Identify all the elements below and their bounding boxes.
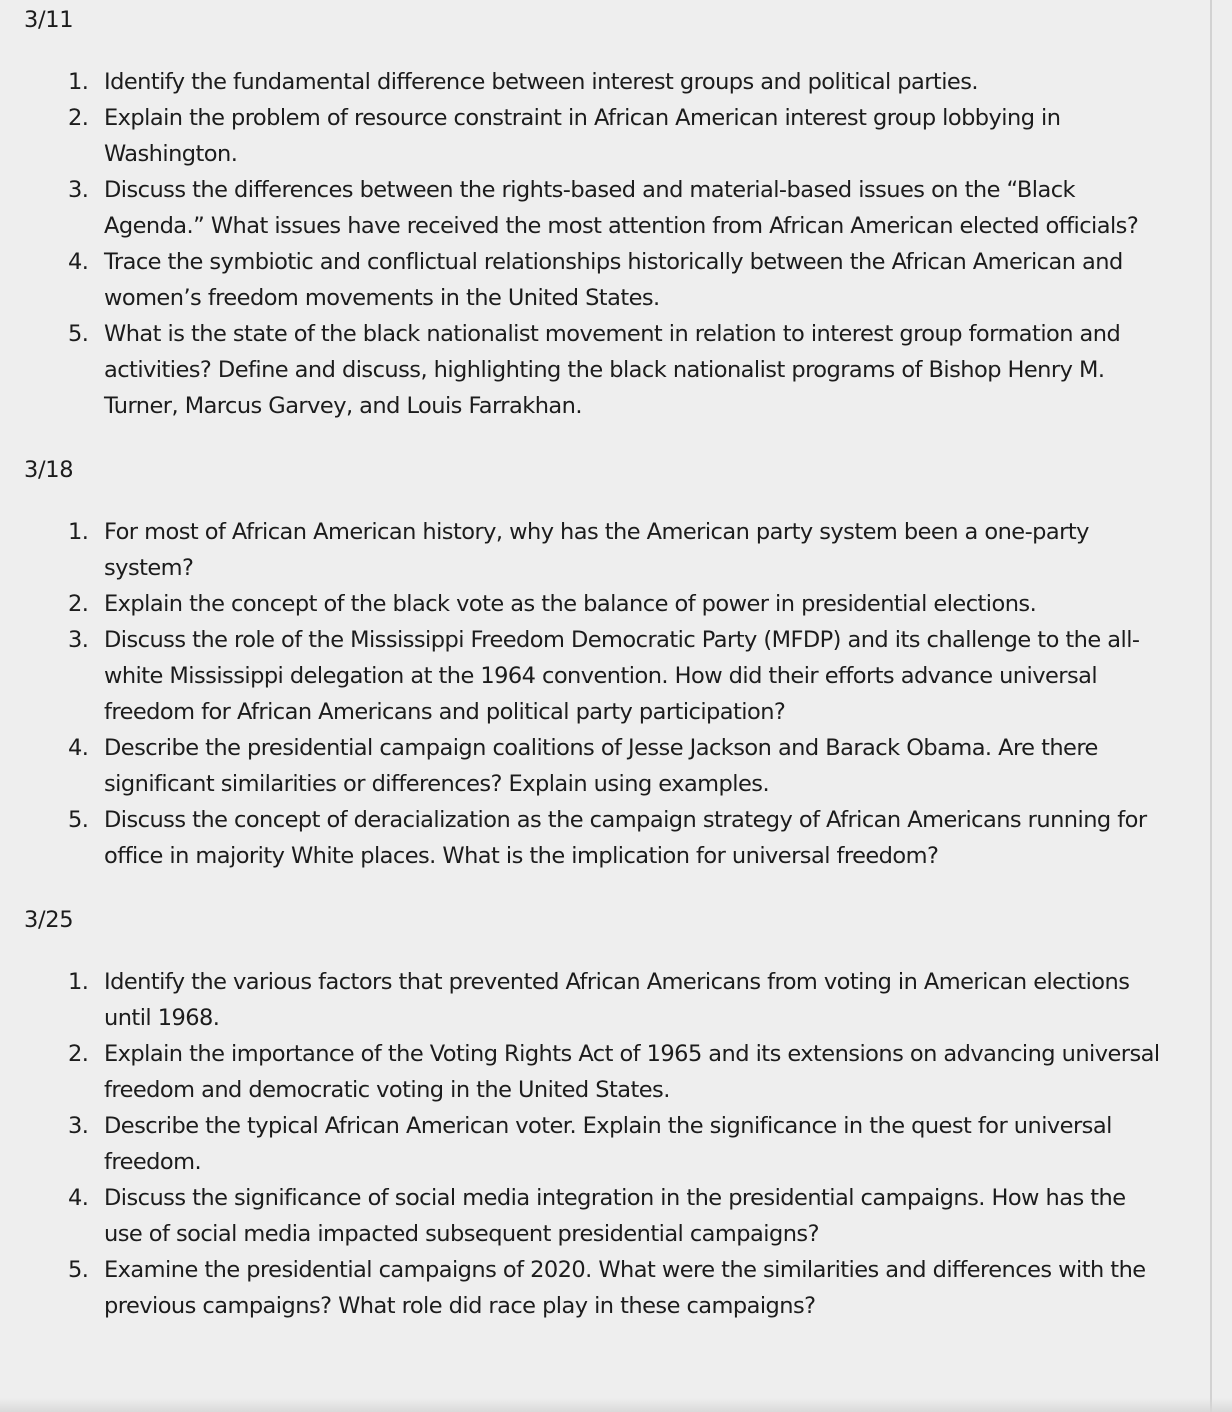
question-item [24,802,1169,874]
question-number: 4. [68,1185,89,1211]
question-list [24,964,1208,1324]
question-number: 3. [68,177,89,203]
question-text: Discuss the role of the Mississippi Freedom Democratic Party (MFDP) and its challenge to the all-white Mississippi delegation at the 1964 convention. How did their efforts advance universal freedom for African Americans and political party participation? [104,627,1140,725]
question-text: Explain the importance of the Voting Rights Act of 1965 and its extensions on advancing universal freedom and democratic voting in the United States. [104,1041,1160,1103]
question-number: 5. [68,1257,89,1283]
question-text: Describe the presidential campaign coalitions of Jesse Jackson and Barack Obama. Are there significant similarities or differences? Explain using examples. [104,735,1098,797]
question-text: Discuss the differences between the rights-based and material-based issues on the “Black Agenda.” What issues have received the most attention from African American elected officials? [104,177,1139,239]
question-number: 1. [68,69,89,95]
section-date-heading: 3/11 [24,7,74,33]
question-text: Discuss the significance of social media integration in the presidential campaigns. How has the use of social media impacted subsequent presidential campaigns? [104,1185,1126,1247]
question-item [24,100,1169,172]
question-item [24,622,1169,730]
question-item [24,1108,1169,1180]
question-item [24,172,1169,244]
question-item [24,64,1169,100]
question-item [24,514,1169,586]
section-3-11 [24,2,1208,424]
question-item [24,1036,1169,1108]
question-number: 1. [68,969,89,995]
section-3-18 [24,452,1208,874]
question-text: Identify the fundamental difference between interest groups and political parties. [104,69,978,95]
section-date-heading: 3/18 [24,457,74,483]
question-number: 5. [68,807,89,833]
question-item [24,244,1169,316]
question-number: 3. [68,1113,89,1139]
question-item [24,730,1169,802]
bottom-edge-shade [0,1398,1232,1412]
question-number: 2. [68,591,89,617]
question-text: Explain the concept of the black vote as the balance of power in presidential elections. [104,591,1037,617]
question-number: 4. [68,249,89,275]
section-3-25 [24,902,1208,1324]
question-item [24,586,1169,622]
question-number: 5. [68,321,89,347]
scrollbar-track-divider[interactable] [1210,0,1212,1412]
section-date-heading: 3/25 [24,907,74,933]
question-number: 3. [68,627,89,653]
question-text: Identify the various factors that prevented African Americans from voting in American elections until 1968. [104,969,1130,1031]
question-text: Explain the problem of resource constraint in African American interest group lobbying in Washington. [104,105,1061,167]
question-text: Trace the symbiotic and conflictual relationships historically between the African American and women’s freedom movements in the United States. [104,249,1123,311]
question-item [24,1180,1169,1252]
question-text: Describe the typical African American voter. Explain the significance in the quest for universal freedom. [104,1113,1112,1175]
question-item [24,1252,1169,1324]
question-list [24,64,1208,424]
question-number: 1. [68,519,89,545]
question-item [24,964,1169,1036]
question-text: For most of African American history, why has the American party system been a one-party system? [104,519,1089,581]
question-number: 2. [68,1041,89,1067]
question-item [24,316,1169,424]
question-number: 4. [68,735,89,761]
question-text: Examine the presidential campaigns of 2020. What were the similarities and differences with the previous campaigns? What role did race play in these campaigns? [104,1257,1146,1319]
question-number: 2. [68,105,89,131]
question-text: What is the state of the black nationalist movement in relation to interest group formation and activities? Define and discuss, highlighting the black nationalist programs of Bishop Henry M. Turner, Marcus Garvey, and Louis Farrakhan. [104,321,1121,419]
question-list [24,514,1208,874]
question-text: Discuss the concept of deracialization as the campaign strategy of African Americans running for office in majority White places. What is the implication for universal freedom? [104,807,1147,869]
